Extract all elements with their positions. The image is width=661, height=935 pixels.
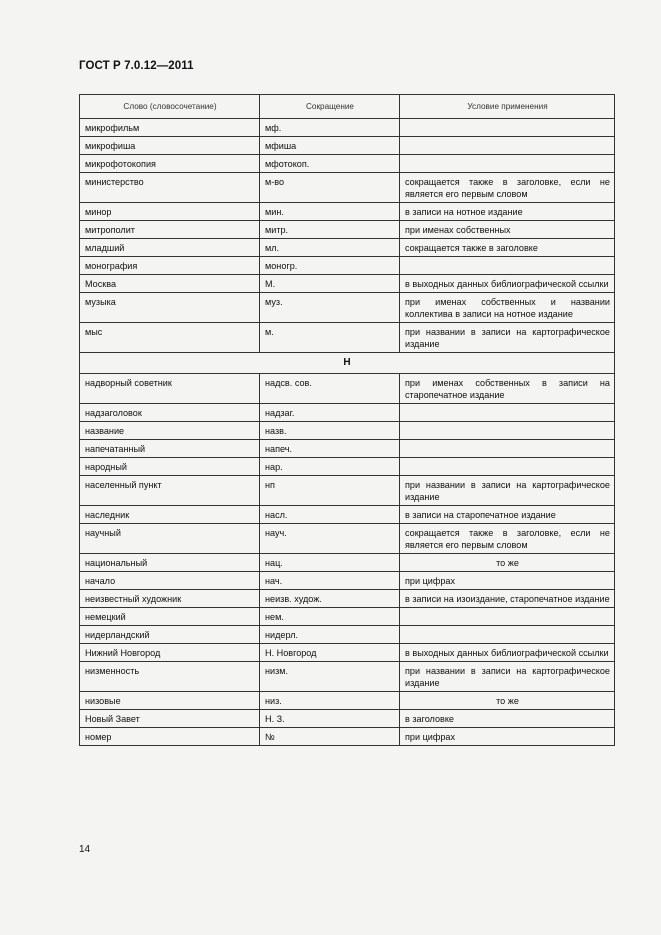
table-row [80, 608, 615, 626]
word-cell: начало [80, 572, 260, 590]
word-cell: микрофотокопия [80, 155, 260, 173]
abbreviation-cell: мфотокоп. [260, 155, 400, 173]
word-cell: Нижний Новгород [80, 644, 260, 662]
column-header-abbreviation: Сокращение [260, 95, 400, 119]
condition-cell: в записи на изоиздание, старопечатное издание [400, 590, 615, 608]
table-row [80, 275, 615, 293]
condition-cell: то же [400, 692, 615, 710]
word-cell: Москва [80, 275, 260, 293]
abbreviation-cell: м. [260, 323, 400, 353]
abbreviation-cell: мф. [260, 119, 400, 137]
table-row [80, 662, 615, 692]
abbreviation-cell: насл. [260, 506, 400, 524]
abbreviation-table [79, 94, 615, 746]
word-cell: нидерландский [80, 626, 260, 644]
table-row [80, 155, 615, 173]
condition-cell: сокращается также в заголовке, если не является его первым словом [400, 524, 615, 554]
word-cell: неизвестный художник [80, 590, 260, 608]
abbreviation-cell: назв. [260, 422, 400, 440]
condition-cell [400, 626, 615, 644]
condition-cell: при названии в записи на картографическое издание [400, 476, 615, 506]
table-row [80, 257, 615, 275]
abbreviation-cell: митр. [260, 221, 400, 239]
abbreviation-cell: моногр. [260, 257, 400, 275]
condition-cell: при названии в записи на картографическое издание [400, 323, 615, 353]
word-cell: мыс [80, 323, 260, 353]
table-row [80, 626, 615, 644]
condition-cell: при именах собственных и названии коллектива в записи на нотное издание [400, 293, 615, 323]
abbreviation-cell: мфиша [260, 137, 400, 155]
table-row [80, 239, 615, 257]
document-header: ГОСТ Р 7.0.12—2011 [79, 60, 194, 72]
condition-cell [400, 137, 615, 155]
word-cell: музыка [80, 293, 260, 323]
word-cell: наследник [80, 506, 260, 524]
section-letter-row [80, 353, 615, 374]
table-row [80, 374, 615, 404]
condition-cell [400, 257, 615, 275]
condition-cell: при именах собственных в записи на старопечатное издание [400, 374, 615, 404]
table-row [80, 710, 615, 728]
word-cell: микрофильм [80, 119, 260, 137]
abbreviation-cell: нидерл. [260, 626, 400, 644]
condition-cell: в выходных данных библиографической ссылки [400, 644, 615, 662]
table-row [80, 644, 615, 662]
table-row [80, 476, 615, 506]
table-row [80, 203, 615, 221]
word-cell: надзаголовок [80, 404, 260, 422]
abbreviation-cell: мин. [260, 203, 400, 221]
abbreviation-cell: м-во [260, 173, 400, 203]
table-row [80, 422, 615, 440]
condition-cell: при цифрах [400, 728, 615, 746]
condition-cell [400, 119, 615, 137]
table-header-row [80, 95, 615, 119]
condition-cell: при названии в записи на картографическое издание [400, 662, 615, 692]
table-row [80, 458, 615, 476]
condition-cell [400, 404, 615, 422]
abbreviation-cell: нац. [260, 554, 400, 572]
condition-cell [400, 458, 615, 476]
table-row [80, 173, 615, 203]
word-cell: название [80, 422, 260, 440]
table-row [80, 293, 615, 323]
abbreviation-cell: М. [260, 275, 400, 293]
condition-cell [400, 440, 615, 458]
abbreviation-cell: Н. З. [260, 710, 400, 728]
word-cell: номер [80, 728, 260, 746]
abbreviation-cell: нар. [260, 458, 400, 476]
table-row [80, 572, 615, 590]
word-cell: минор [80, 203, 260, 221]
word-cell: населенный пункт [80, 476, 260, 506]
table-row [80, 554, 615, 572]
abbreviation-cell: надсв. сов. [260, 374, 400, 404]
abbreviation-cell: низм. [260, 662, 400, 692]
word-cell: научный [80, 524, 260, 554]
abbreviation-cell: муз. [260, 293, 400, 323]
condition-cell [400, 422, 615, 440]
table-row [80, 323, 615, 353]
abbreviation-cell: нач. [260, 572, 400, 590]
word-cell: надворный советник [80, 374, 260, 404]
condition-cell: сокращается также в заголовке, если не является его первым словом [400, 173, 615, 203]
word-cell: министерство [80, 173, 260, 203]
abbreviation-cell: нп [260, 476, 400, 506]
word-cell: микрофиша [80, 137, 260, 155]
word-cell: низовые [80, 692, 260, 710]
condition-cell: сокращается также в заголовке [400, 239, 615, 257]
table-row [80, 524, 615, 554]
abbreviation-cell: мл. [260, 239, 400, 257]
table-row [80, 119, 615, 137]
column-header-word: Слово (словосочетание) [80, 95, 260, 119]
condition-cell: то же [400, 554, 615, 572]
abbreviation-cell: науч. [260, 524, 400, 554]
abbreviation-cell: напеч. [260, 440, 400, 458]
abbreviation-cell: Н. Новгород [260, 644, 400, 662]
word-cell: низменность [80, 662, 260, 692]
condition-cell [400, 608, 615, 626]
table-row [80, 728, 615, 746]
word-cell: Новый Завет [80, 710, 260, 728]
column-header-condition: Условие применения [400, 95, 615, 119]
word-cell: немецкий [80, 608, 260, 626]
abbreviation-cell: надзаг. [260, 404, 400, 422]
section-letter: Н [80, 353, 615, 374]
condition-cell: в заголовке [400, 710, 615, 728]
abbreviation-cell: № [260, 728, 400, 746]
condition-cell: при именах собственных [400, 221, 615, 239]
condition-cell [400, 155, 615, 173]
word-cell: младший [80, 239, 260, 257]
table-row [80, 590, 615, 608]
word-cell: национальный [80, 554, 260, 572]
table-row [80, 692, 615, 710]
condition-cell: при цифрах [400, 572, 615, 590]
table-row [80, 137, 615, 155]
table-row [80, 440, 615, 458]
table-row [80, 506, 615, 524]
abbreviation-cell: низ. [260, 692, 400, 710]
page-number: 14 [79, 844, 91, 855]
condition-cell: в выходных данных библиографической ссылки [400, 275, 615, 293]
word-cell: напечатанный [80, 440, 260, 458]
abbreviation-cell: неизв. худож. [260, 590, 400, 608]
condition-cell: в записи на нотное издание [400, 203, 615, 221]
table-row [80, 404, 615, 422]
table-row [80, 221, 615, 239]
condition-cell: в записи на старопечатное издание [400, 506, 615, 524]
word-cell: народный [80, 458, 260, 476]
word-cell: монография [80, 257, 260, 275]
word-cell: митрополит [80, 221, 260, 239]
abbreviation-cell: нем. [260, 608, 400, 626]
